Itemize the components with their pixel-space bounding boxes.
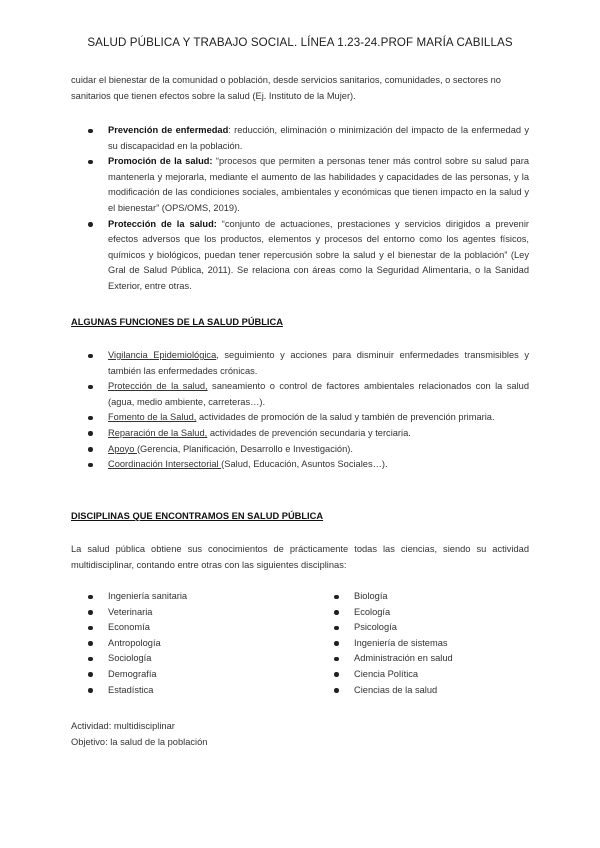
function-text: (Gerencia, Planificación, Desarrollo e Investigación). [136, 443, 353, 454]
list-item: Ingeniería de sistemas [331, 636, 531, 652]
list-item: Ciencias de la salud [331, 683, 531, 699]
definition-term: Prevención de enfermedad [108, 125, 229, 135]
list-item: Veterinaria [85, 605, 305, 621]
function-text: (Salud, Educación, Asuntos Sociales…). [221, 459, 388, 470]
page-header: SALUD PÚBLICA Y TRABAJO SOCIAL. LÍNEA 1.23-24.PROF MARÍA CABILLAS [87, 36, 513, 49]
function-text: actividades de promoción de la salud y también de prevención primaria. [196, 412, 495, 423]
definition-text: “procesos que permiten a personas tener más control sobre su salud para mantenerla y mejorarla, mediante el aumento de las habilidades y capacidades de las personas, y la modificación de las condiciones sociales, ambientales y económicas que tienen impacto en la salud y el bienestar” (OPS/OMS, 2019). [108, 156, 529, 213]
list-item [85, 348, 529, 379]
definition-term: Promoción de la salud: [108, 156, 213, 167]
list-item: Estadística [85, 683, 305, 699]
definition-text: : reducción, eliminación o minimización del impacto de la enfermedad y su discapacidad en la población. [108, 125, 529, 151]
disciplines-right-list [331, 589, 531, 698]
intro-line-1: cuidar el bienestar de la comunidad o población, desde servicios sanitarios, comunidades, o sectores no [71, 75, 501, 85]
list-item [85, 410, 529, 426]
footer-notes [71, 718, 529, 750]
list-item [85, 154, 529, 216]
functions-heading: ALGUNAS FUNCIONES DE LA SALUD PÚBLICA [71, 317, 283, 327]
function-term: Coordinación Intersectorial [108, 459, 222, 470]
disciplines-heading: DISCIPLINAS QUE ENCONTRAMOS EN SALUD PÚBLICA [71, 511, 324, 521]
list-item: Economía [85, 620, 305, 636]
intro-line-2: sanitarios que tienen efectos sobre la salud (Ej. Instituto de la Mujer). [71, 91, 356, 101]
list-item [85, 217, 529, 295]
function-term: Vigilancia Epidemiológica [108, 350, 217, 360]
definition-text: “conjunto de actuaciones, prestaciones y servicios dirigidos a prevenir efectos adversos que los productos, elementos y procesos del entorno como los agentes físicos, químicos y biológicos, puedan tener repercusión sobre la salud y el bienestar de la población” (Ley Gral de Salud Pública, 2011). Se relaciona con áreas como la Seguridad Alimentaria, o la Sanidad Exterior, entre otras. [108, 218, 530, 291]
disciplines-left-list [85, 589, 305, 698]
function-term: Reparación de la Salud, [108, 427, 208, 438]
list-item: Demografía [85, 667, 305, 683]
list-item [85, 426, 529, 442]
list-item: Ingeniería sanitaria [85, 589, 305, 605]
objective-note: Objetivo: la salud de la población [71, 737, 208, 747]
list-item: Ciencia Política [331, 667, 531, 683]
list-item [85, 457, 529, 473]
function-text: saneamiento o control de factores ambientales relacionados con la salud (agua, medio ambiente, carreteras…). [108, 381, 529, 407]
definitions-list [85, 123, 529, 295]
list-item: Administración en salud [331, 651, 531, 667]
functions-list [85, 348, 529, 473]
activity-note: Actividad: multidisciplinar [71, 721, 175, 731]
function-term: Protección de la salud, [108, 381, 208, 392]
intro-paragraph [71, 72, 529, 104]
list-item [85, 379, 529, 410]
disciplines-intro: La salud pública obtiene sus conocimientos de prácticamente todas las ciencias, siendo su actividad multidisciplinar, contando entre otras con las siguientes disciplinas: [71, 544, 529, 570]
function-term: Fomento de la Salud, [108, 412, 197, 423]
function-text: actividades de prevención secundaria y terciaria. [207, 427, 411, 438]
list-item: Psicología [331, 620, 531, 636]
list-item [85, 442, 529, 458]
list-item: Biología [331, 589, 531, 605]
list-item: Sociología [85, 651, 305, 667]
function-term: Apoyo [108, 443, 137, 454]
list-item: Ecología [331, 605, 531, 621]
list-item: Antropología [85, 636, 305, 652]
list-item [85, 123, 529, 154]
definition-term: Protección de la salud: [108, 218, 217, 229]
function-text: , seguimiento y acciones para disminuir enfermedades transmisibles y también las enfermedades crónicas. [108, 350, 529, 376]
